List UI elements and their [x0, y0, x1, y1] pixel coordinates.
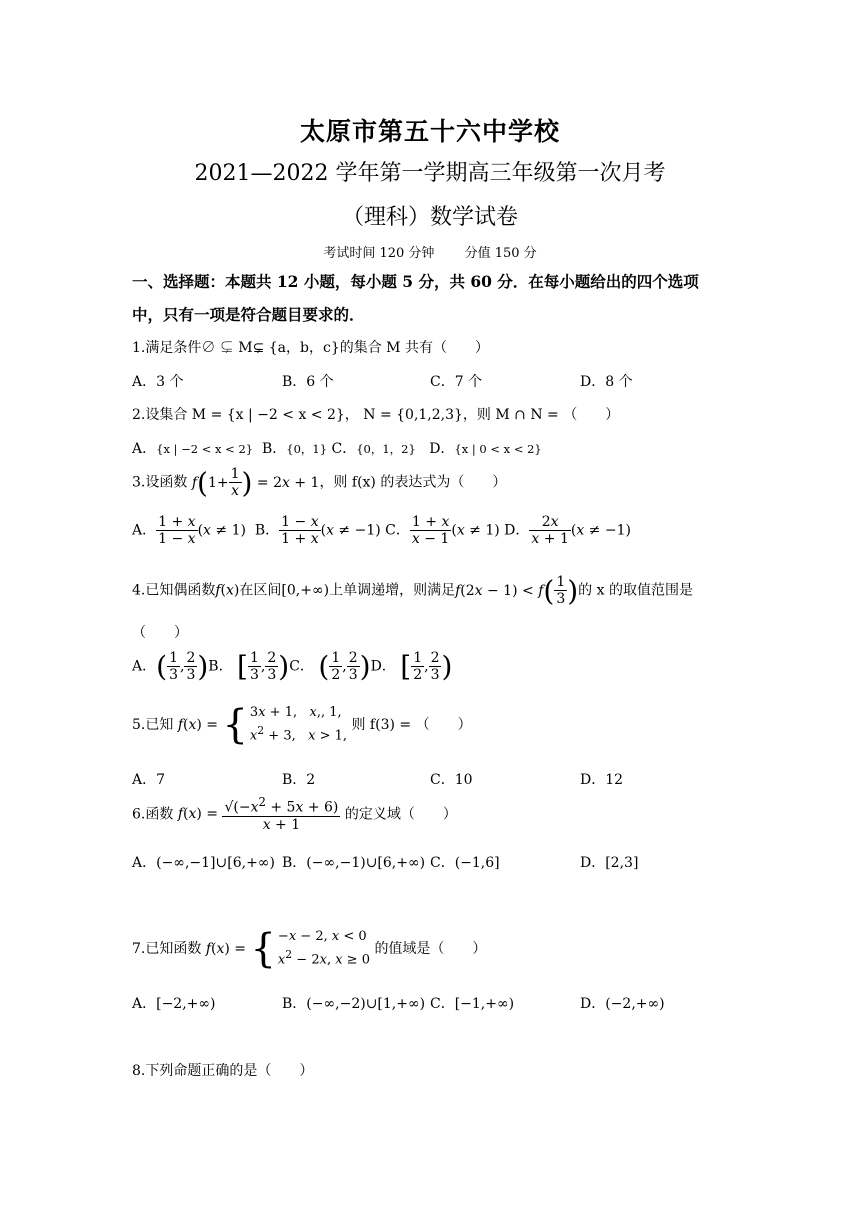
q5-option-d: D．12: [580, 772, 624, 788]
question-4-stem-line2: （ ）: [132, 625, 188, 641]
q1-option-b: B．6 个: [282, 374, 334, 390]
school-name: 太原市第五十六中学校: [299, 117, 560, 146]
q2-option-d-value: {x | 0 < x < 2}: [454, 442, 542, 456]
q2-option-c-value: {0，1，2}: [356, 442, 416, 456]
question-7-stem: 7.已知函数 f(x) = { −x − 2, x < 0 $x^2 - 2x$, x ≥ 0 的值域是（ ）: [132, 926, 487, 973]
q6-option-c: C．(−1,6]: [430, 855, 500, 871]
q2-option-a-label: A．: [132, 441, 157, 457]
question-8-stem: 8.下列命题正确的是（ ）: [132, 1063, 314, 1079]
q6-option-a: A．(−∞,−1]∪[6,+∞): [132, 855, 275, 871]
q2-option-c-label: C．: [331, 441, 357, 457]
q1-option-c: C．7 个: [430, 374, 483, 390]
q7-option-d: D．(−2,+∞): [580, 996, 665, 1012]
q1-option-d: D．8 个: [580, 374, 633, 390]
exam-score: 分值 150 分: [464, 246, 537, 261]
q5-option-b: B．2: [282, 772, 316, 788]
q2-option-d-label: D．: [429, 441, 455, 457]
section-heading-line2: 中，只有一项是符合题目要求的．: [132, 305, 365, 324]
q3-options: A． $\frac{1 + x}{1 - x}$ (x ≠ 1) B． $\frac{1 - x}{1 + x}$ (x ≠ −1) C． $\frac{1 + x}{x - 1}$ (x ≠ 1) D． $\frac{2x}{x + 1}$ (x ≠ −1): [132, 514, 631, 548]
subject-title: （理科）数学试卷: [341, 205, 518, 230]
q2-option-b-value: {0，1}: [286, 442, 328, 456]
question-6-stem: 6.函数 f(x) = $\frac{√(-x^2 + 5x + 6)}{x + 1}$ 的定义域（ ）: [132, 795, 457, 833]
exam-meta: [0, 242, 860, 261]
q6-option-d: D．[2,3]: [580, 855, 639, 871]
q7-option-b: B．(−∞,−2)∪[1,+∞): [282, 996, 426, 1012]
q4-options: A．( $\frac{1}{3}$ , $\frac{2}{3}$ )B． [ $\frac{1}{3}$ , $\frac{2}{3}$ )C． ( $\frac{1}{2}$ , $\frac{2}{3}$ )D． [ $\frac{1}{2}$ , $\frac{2}{3}$ ): [132, 650, 453, 684]
question-2-stem: 2.设集合 M = {x | −2 < x < 2}， N = {0,1,2,3}，则 M ∩ N = （ ）: [132, 407, 620, 423]
q5-option-a: A．7: [132, 772, 166, 788]
exam-time: 考试时间 120 分钟: [323, 246, 435, 261]
q7-option-a: A．[−2,+∞): [132, 996, 216, 1012]
q7-option-c: C．[−1,+∞): [430, 996, 515, 1012]
q5-option-c: C．10: [430, 772, 473, 788]
question-5-stem: 5.已知 f(x) = { 3x + 1, x,, 1, $x^2 + 3$, x > 1, 则 f(3) = （ ）: [132, 702, 472, 749]
question-1-stem: 1.满足条件∅ ⊊ M⊊ {a，b，c}的集合 M 共有（ ）: [132, 340, 489, 356]
q3-formula: f(1+ $\frac{1}{x}$ ) = 2x + 1: [191, 466, 320, 500]
q1-option-a: A．3 个: [132, 374, 184, 390]
section-heading-line1: 一、选择题：本题共 12 小题，每小题 5 分，共 60 分．在每小题给出的四个选项: [132, 272, 699, 291]
q2-option-b-label: B．: [261, 441, 287, 457]
q2-options: [132, 438, 542, 458]
q6-option-b: B．(−∞,−1)∪[6,+∞): [282, 855, 426, 871]
exam-title: 2021—2022 学年第一学期高三年级第一次月考: [194, 161, 666, 186]
question-4-stem: 4.已知偶函数f(x)在区间[0,+∞)上单调递增，则满足f(2x − 1) < f( $\frac{1}{3}$ )的 x 的取值范围是: [132, 574, 693, 608]
q2-option-a-value: {x | −2 < x < 2}: [156, 442, 254, 456]
question-3-stem: 3.设函数 f(1+ $\frac{1}{x}$ ) = 2x + 1，则 f(x) 的表达式为（ ）: [132, 466, 507, 500]
